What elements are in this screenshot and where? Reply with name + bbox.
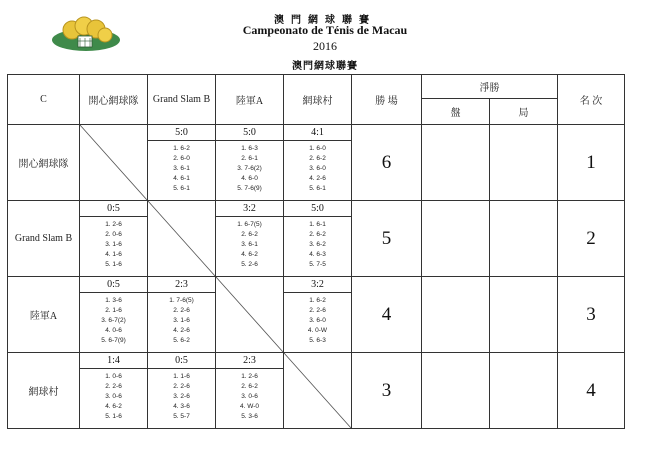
set-scores bbox=[284, 220, 351, 270]
set-scores bbox=[148, 372, 215, 422]
set-score: 3. 6-0 bbox=[309, 317, 326, 324]
table-row bbox=[8, 201, 625, 277]
row-header-team-4: 網球村 bbox=[8, 353, 80, 429]
set-scores bbox=[284, 296, 351, 346]
table-row bbox=[8, 125, 625, 201]
row-header-team-3: 陸軍A bbox=[8, 277, 80, 353]
set-score: 5. 1-6 bbox=[105, 261, 122, 268]
set-score: 5. 7-6(9) bbox=[237, 185, 262, 192]
rank-header: 名 次 bbox=[558, 75, 625, 125]
self-match-cell bbox=[80, 125, 148, 201]
net-sets-value bbox=[422, 277, 490, 353]
table-subtitle: 澳門網球聯賽 bbox=[292, 61, 358, 72]
match-score: 5:0 bbox=[148, 125, 215, 141]
set-score: 5. 7-5 bbox=[309, 261, 326, 268]
set-score: 3. 0-6 bbox=[105, 393, 122, 400]
match-cell bbox=[216, 353, 284, 429]
match-cell bbox=[80, 353, 148, 429]
set-scores bbox=[80, 372, 147, 422]
set-score: 2. 6-1 bbox=[241, 155, 258, 162]
set-score: 5. 6-7(9) bbox=[101, 337, 126, 344]
match-cell bbox=[284, 201, 352, 277]
set-score: 1. 2-6 bbox=[241, 373, 258, 380]
set-score: 3. 0-6 bbox=[241, 393, 258, 400]
rank-value: 4 bbox=[558, 353, 625, 429]
set-score: 2. 6-2 bbox=[241, 231, 258, 238]
set-score: 4. 6-3 bbox=[309, 251, 326, 258]
set-score: 5. 5-7 bbox=[173, 413, 190, 420]
set-score: 3. 6-2 bbox=[309, 241, 326, 248]
set-score: 4. 6-2 bbox=[105, 403, 122, 410]
set-score: 1. 6-3 bbox=[241, 145, 258, 152]
set-score: 4. 2-6 bbox=[309, 175, 326, 182]
set-score: 5. 6-1 bbox=[309, 185, 326, 192]
set-score: 1. 6-0 bbox=[309, 145, 326, 152]
row-header-team-1: 開心網球隊 bbox=[8, 125, 80, 201]
set-score: 2. 1-6 bbox=[105, 307, 122, 314]
set-score: 4. 2-6 bbox=[173, 327, 190, 334]
title-chinese: 澳門網球聯賽 bbox=[274, 15, 376, 26]
set-score: 2. 2-6 bbox=[173, 383, 190, 390]
match-score: 2:3 bbox=[148, 277, 215, 293]
table-row bbox=[8, 277, 625, 353]
self-match-cell bbox=[216, 277, 284, 353]
set-score: 2. 2-6 bbox=[105, 383, 122, 390]
wins-value: 5 bbox=[352, 201, 422, 277]
match-cell bbox=[148, 277, 216, 353]
set-score: 4. 6-1 bbox=[173, 175, 190, 182]
set-scores bbox=[216, 372, 283, 422]
set-score: 4. 1-6 bbox=[105, 251, 122, 258]
set-score: 1. 0-6 bbox=[105, 373, 122, 380]
wins-value: 4 bbox=[352, 277, 422, 353]
wins-header: 勝 場 bbox=[352, 75, 422, 125]
set-score: 3. 6-1 bbox=[173, 165, 190, 172]
match-score: 5:0 bbox=[216, 125, 283, 141]
set-score: 1. 2-6 bbox=[105, 221, 122, 228]
set-scores bbox=[148, 296, 215, 346]
set-scores bbox=[216, 144, 283, 194]
net-sets-value bbox=[422, 125, 490, 201]
table-row bbox=[8, 353, 625, 429]
set-score: 2. 6-0 bbox=[173, 155, 190, 162]
match-score: 4:1 bbox=[284, 125, 351, 141]
match-cell bbox=[284, 125, 352, 201]
match-score: 0:5 bbox=[80, 201, 147, 217]
match-cell bbox=[216, 201, 284, 277]
set-score: 1. 7-6(5) bbox=[169, 297, 194, 304]
match-score: 0:5 bbox=[80, 277, 147, 293]
set-score: 1. 6-1 bbox=[309, 221, 326, 228]
set-score: 4. 0-6 bbox=[105, 327, 122, 334]
title-year: 2016 bbox=[313, 39, 337, 53]
match-cell bbox=[284, 277, 352, 353]
match-cell bbox=[148, 125, 216, 201]
self-match-cell bbox=[148, 201, 216, 277]
row-header-team-2: Grand Slam B bbox=[8, 201, 80, 277]
set-score: 4. 3-6 bbox=[173, 403, 190, 410]
set-score: 2. 6-2 bbox=[309, 231, 326, 238]
match-score: 5:0 bbox=[284, 201, 351, 217]
net-sets-value bbox=[422, 353, 490, 429]
set-score: 2. 0-6 bbox=[105, 231, 122, 238]
rank-value: 2 bbox=[558, 201, 625, 277]
set-score: 3. 2-6 bbox=[173, 393, 190, 400]
match-score: 3:2 bbox=[216, 201, 283, 217]
column-header-team-3: 陸軍A bbox=[216, 75, 284, 125]
match-score: 1:4 bbox=[80, 353, 147, 369]
net-sets-header: 盤 bbox=[422, 99, 490, 125]
rank-value: 3 bbox=[558, 277, 625, 353]
set-score: 5. 3-6 bbox=[241, 413, 258, 420]
set-score: 5. 6-1 bbox=[173, 185, 190, 192]
set-score: 5. 2-6 bbox=[241, 261, 258, 268]
set-score: 4. 0-W bbox=[307, 327, 328, 334]
net-games-value bbox=[490, 125, 558, 201]
net-games-value bbox=[490, 277, 558, 353]
match-score: 3:2 bbox=[284, 277, 351, 293]
set-score: 3. 6-0 bbox=[309, 165, 326, 172]
match-cell bbox=[80, 277, 148, 353]
corner-header: C bbox=[8, 75, 80, 125]
set-score: 3. 1-6 bbox=[105, 241, 122, 248]
net-header: 淨勝 bbox=[422, 75, 558, 99]
set-score: 4. 6-0 bbox=[241, 175, 258, 182]
set-score: 2. 2-6 bbox=[173, 307, 190, 314]
set-scores bbox=[148, 144, 215, 194]
set-scores bbox=[284, 144, 351, 194]
wins-value: 3 bbox=[352, 353, 422, 429]
set-scores bbox=[216, 220, 283, 270]
title-portuguese: Campeonato de Ténis de Macau bbox=[242, 23, 408, 37]
set-score: 2. 6-2 bbox=[241, 383, 258, 390]
set-score: 5. 6-3 bbox=[309, 337, 326, 344]
match-cell bbox=[148, 353, 216, 429]
set-scores bbox=[80, 220, 147, 270]
set-score: 3. 6-7(2) bbox=[101, 317, 126, 324]
set-score: 1. 6-7(5) bbox=[237, 221, 262, 228]
set-scores bbox=[80, 296, 147, 346]
match-cell bbox=[216, 125, 284, 201]
set-score: 1. 6-2 bbox=[309, 297, 326, 304]
wins-value: 6 bbox=[352, 125, 422, 201]
set-score: 3. 6-1 bbox=[241, 241, 258, 248]
set-score: 5. 1-6 bbox=[105, 413, 122, 420]
match-cell bbox=[80, 201, 148, 277]
match-score: 2:3 bbox=[216, 353, 283, 369]
set-score: 1. 3-6 bbox=[105, 297, 122, 304]
self-match-cell bbox=[284, 353, 352, 429]
set-score: 2. 6-2 bbox=[309, 155, 326, 162]
column-header-team-1: 開心網球隊 bbox=[80, 75, 148, 125]
set-score: 5. 6-2 bbox=[173, 337, 190, 344]
column-header-team-2: Grand Slam B bbox=[148, 75, 216, 125]
net-games-value bbox=[490, 201, 558, 277]
set-score: 3. 1-6 bbox=[173, 317, 190, 324]
set-score: 4. W-0 bbox=[239, 403, 260, 410]
set-score: 2. 2-6 bbox=[309, 307, 326, 314]
column-header-team-4: 網球村 bbox=[284, 75, 352, 125]
net-games-value bbox=[490, 353, 558, 429]
net-sets-value bbox=[422, 201, 490, 277]
results-table bbox=[7, 74, 625, 429]
rank-value: 1 bbox=[558, 125, 625, 201]
match-score: 0:5 bbox=[148, 353, 215, 369]
set-score: 1. 6-2 bbox=[173, 145, 190, 152]
set-score: 3. 7-6(2) bbox=[237, 165, 262, 172]
net-games-header: 局 bbox=[490, 99, 558, 125]
set-score: 1. 1-6 bbox=[173, 373, 190, 380]
set-score: 4. 6-2 bbox=[241, 251, 258, 258]
